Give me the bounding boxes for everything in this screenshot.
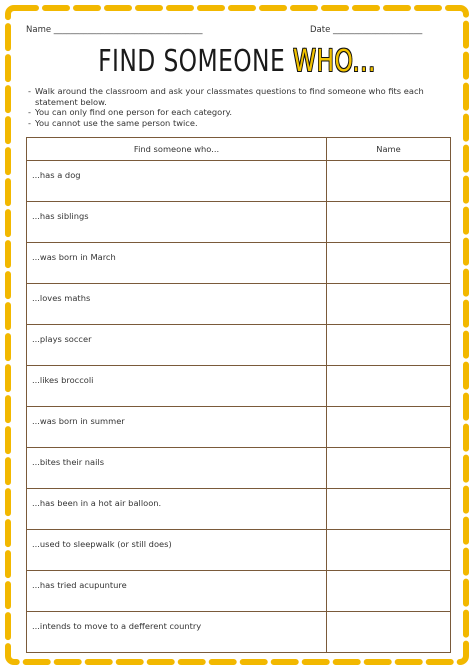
name-cell[interactable]	[327, 284, 451, 325]
table-row	[27, 202, 451, 243]
name-cell[interactable]	[327, 489, 451, 530]
statement-cell: ...used to sleepwalk (or still does)	[27, 530, 327, 571]
name-cell[interactable]	[327, 366, 451, 407]
statement-cell: ...has siblings	[27, 202, 327, 243]
statement-cell: ...has tried acupunture	[27, 571, 327, 612]
name-cell[interactable]	[327, 407, 451, 448]
name-cell[interactable]	[327, 571, 451, 612]
title-accent: WHO...	[292, 44, 376, 79]
table-row	[27, 489, 451, 530]
name-cell[interactable]	[327, 243, 451, 284]
statement-cell: ...was born in summer	[27, 407, 327, 448]
header	[26, 25, 450, 39]
table-row	[27, 571, 451, 612]
table-row	[27, 612, 451, 653]
instruction-item: - You cannot use the same person twice.	[28, 117, 198, 128]
date-line[interactable]: Date _____________________	[310, 25, 423, 35]
instruction-text: You can only find one person for each category.	[35, 107, 233, 118]
statement-cell: ...intends to move to a defferent country	[27, 612, 327, 653]
column-header-name: Name	[327, 138, 451, 161]
name-cell[interactable]	[327, 448, 451, 489]
name-cell[interactable]	[327, 530, 451, 571]
table-row	[27, 161, 451, 202]
column-header-statement: Find someone who...	[27, 138, 327, 161]
name-cell[interactable]	[327, 612, 451, 653]
name-cell[interactable]	[327, 161, 451, 202]
statement-cell: ...has a dog	[27, 161, 327, 202]
table-row	[27, 325, 451, 366]
instruction-text: You cannot use the same person twice.	[35, 117, 198, 128]
instruction-item: - You can only find one person for each category.	[28, 107, 233, 118]
table-row	[27, 366, 451, 407]
table-row	[27, 243, 451, 284]
table-header-row	[27, 138, 451, 161]
page-title	[52, 44, 422, 79]
table-row	[27, 407, 451, 448]
statement-cell: ...has been in a hot air balloon.	[27, 489, 327, 530]
statement-cell: ...loves maths	[27, 284, 327, 325]
table-row	[27, 284, 451, 325]
name-line[interactable]: Name ___________________________________	[26, 25, 203, 35]
statement-cell: ...was born in March	[27, 243, 327, 284]
statement-cell: ...plays soccer	[27, 325, 327, 366]
instruction-item: - Walk around the classroom and ask your classmates questions to find someone who fits each statement below.	[28, 86, 424, 107]
title-main: FIND SOMEONE	[98, 44, 293, 79]
name-cell[interactable]	[327, 202, 451, 243]
statement-cell: ...bites their nails	[27, 448, 327, 489]
name-cell[interactable]	[327, 325, 451, 366]
statement-cell: ...likes broccoli	[27, 366, 327, 407]
find-someone-table	[26, 137, 451, 653]
instructions	[28, 86, 448, 128]
table-row	[27, 448, 451, 489]
instruction-text: Walk around the classroom and ask your classmates questions to find someone who fits each statement below.	[35, 86, 424, 107]
table-row	[27, 530, 451, 571]
